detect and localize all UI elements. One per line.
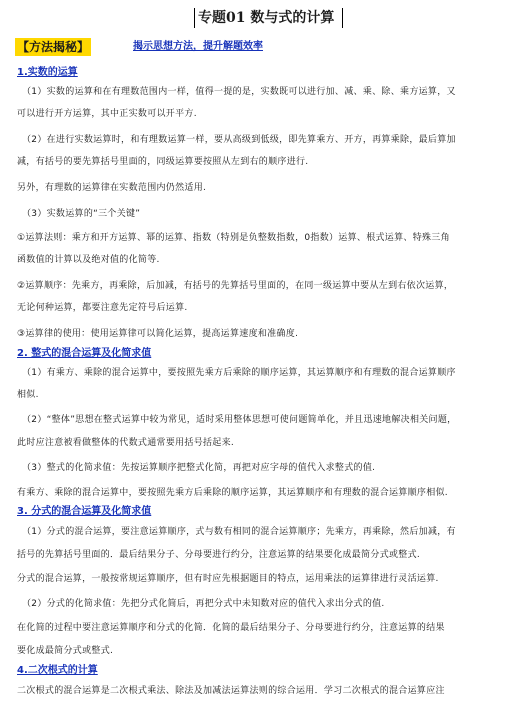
paragraph-line: ③运算律的使用：使用运算律可以简化运算，提高运算速度和准确度. bbox=[17, 329, 299, 339]
paragraph-line: 在化简的过程中要注意运算顺序和分式的化简．化简的最后结果分子、分母要进行约分，注意运算的结果 bbox=[17, 623, 445, 633]
paragraph-line: 分式的混合运算，一般按常规运算顺序，但有时应先根据题目的特点，运用乘法的运算律进行灵活运算. bbox=[17, 574, 439, 584]
paragraph-line: 无论何种运算，都要注意先定符号后运算. bbox=[17, 303, 188, 313]
paragraph-line: 二次根式的混合运算是二次根式乘法、除法及加减法运算法则的综合运用．学习二次根式的混合运算应注 bbox=[17, 686, 445, 696]
section-heading-fractions: 3. 分式的混合运算及化简求值 bbox=[17, 506, 152, 517]
section-heading-polynomials: 2. 整式的混合运算及化简求值 bbox=[17, 348, 152, 359]
paragraph-line: （1）分式的混合运算，要注意运算顺序，式与数有相同的混合运算顺序；先乘方，再乘除，然后加减，有 bbox=[22, 527, 456, 537]
paragraph-line: 括号的先算括号里面的．最后结果分子、分母要进行约分，注意运算的结果要化成最简分式或整式. bbox=[17, 550, 421, 560]
paragraph-line: （1）有乘方、乘除的混合运算中，要按照先乘方后乘除的顺序运算，其运算顺序和有理数的混合运算顺序 bbox=[22, 368, 456, 378]
paragraph-line: 另外，有理数的运算律在实数范围内仍然适用. bbox=[17, 183, 207, 193]
paragraph-line: 减，有括号的要先算括号里面的，同级运算要按照从左到右的顺序进行. bbox=[17, 157, 309, 167]
paragraph-line: 有乘方、乘除的混合运算中，要按照先乘方后乘除的顺序运算，其运算顺序和有理数的混合运算顺序相似. bbox=[17, 488, 448, 498]
method-subtitle: 揭示思想方法，提升解题效率 bbox=[133, 41, 263, 52]
paragraph-line: 可以进行开方运算，其中正实数可以开平方. bbox=[17, 109, 197, 119]
paragraph-line: （2）分式的化简求值：先把分式化简后，再把分式中未知数对应的值代入求出分式的值. bbox=[22, 599, 385, 609]
section-heading-real-numbers: 1.实数的运算 bbox=[17, 67, 78, 78]
paragraph-line: （2）在进行实数运算时，和有理数运算一样，要从高级到低级，即先算乘方、开方，再算乘除，最后算加 bbox=[22, 135, 456, 145]
paragraph-line: （3）实数运算的“三个关键” bbox=[22, 209, 141, 219]
paragraph-line: ①运算法则：乘方和开方运算、幂的运算、指数（特别是负整数指数，0指数）运算、根式运算、特殊三角 bbox=[17, 233, 450, 243]
paragraph-line: 要化成最简分式或整式. bbox=[17, 646, 114, 656]
paragraph-line: 相似. bbox=[17, 390, 39, 400]
paragraph-line: 函数值的计算以及绝对值的化简等. bbox=[17, 255, 160, 265]
method-tag: 【方法揭秘】 bbox=[17, 40, 90, 54]
section-heading-radicals: 4.二次根式的计算 bbox=[17, 665, 98, 676]
paragraph-line: （1）实数的运算和在有理数范围内一样，值得一提的是，实数既可以进行加、减、乘、除、乘方运算，又 bbox=[22, 87, 456, 97]
page-title: 专题01 数与式的计算 bbox=[194, 8, 343, 28]
paragraph-line: 此时应注意被看做整体的代数式通常要用括号括起来. bbox=[17, 438, 235, 448]
paragraph-line: ②运算顺序：先乘方，再乘除，后加减，有括号的先算括号里面的，在同一级运算中要从左到右依次运算， bbox=[17, 281, 454, 291]
paragraph-line: （3）整式的化简求值：先按运算顺序把整式化简，再把对应字母的值代入求整式的值. bbox=[22, 463, 376, 473]
paragraph-line: （2）“整体”思想在整式运算中较为常见，适时采用整体思想可使问题简单化，并且迅速地解决相关问题， bbox=[22, 415, 457, 425]
